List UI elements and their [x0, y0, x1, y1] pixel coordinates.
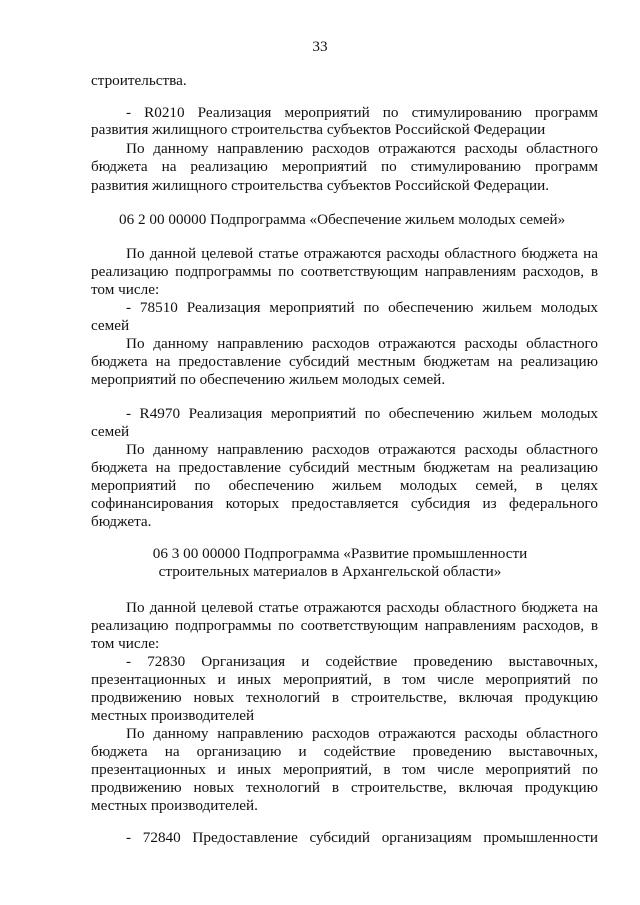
- text-line: строительства.: [91, 72, 187, 89]
- text-line: местных производителей.: [91, 797, 258, 814]
- text-line: развития жилищного строительства субъектов Российской Федерации: [91, 121, 546, 138]
- text-line: реализацию подпрограммы по соответствующим направлениям расходов, в: [91, 617, 598, 634]
- item-heading-72830: - 72830 Организация и содействие проведению выставочных,: [126, 653, 598, 670]
- text-line: развития жилищного строительства субъектов Российской Федерации.: [91, 177, 550, 194]
- subprogram-heading-06-3: 06 3 00 00000 Подпрограмма «Развитие промышленности: [152, 545, 528, 562]
- item-heading-r0210: - R0210 Реализация мероприятий по стимулированию программ: [126, 104, 598, 121]
- subprogram-heading-06-2: 06 2 00 00000 Подпрограмма «Обеспечение жильем молодых семей»: [119, 211, 566, 228]
- text-line: том числе:: [91, 635, 160, 652]
- text-line: софинансирования которых предоставляется субсидия из федерального: [91, 495, 598, 512]
- text-line: том числе:: [91, 281, 160, 298]
- text-line: презентационных и иных мероприятий, в том числе мероприятий по: [91, 671, 598, 688]
- text-line: продвижению новых технологий в строительстве, включая продукцию: [91, 779, 598, 796]
- text-line: По данному направлению расходов отражаются расходы областного: [126, 140, 598, 157]
- text-line: По данному направлению расходов отражаются расходы областного: [126, 441, 598, 458]
- text-line: бюджета на предоставление субсидий местным бюджетам на реализацию: [91, 353, 598, 370]
- text-line: бюджета.: [91, 513, 152, 530]
- text-line: бюджета на предоставление субсидий местным бюджетам на реализацию: [91, 459, 598, 476]
- text-line: мероприятий по обеспечению жильем молодых семей, в целях: [91, 477, 598, 494]
- text-line: бюджета на организацию и содействие проведению выставочных,: [91, 743, 598, 760]
- text-line: мероприятий по обеспечению жильем молодых семей.: [91, 371, 446, 388]
- text-line: реализацию подпрограммы по соответствующим направлениям расходов, в: [91, 263, 598, 280]
- text-line: По данному направлению расходов отражаются расходы областного: [126, 335, 598, 352]
- text-line: бюджета на реализацию мероприятий по стимулированию программ: [91, 158, 598, 175]
- text-line: По данному направлению расходов отражаются расходы областного: [126, 725, 598, 742]
- item-heading-72840: - 72840 Предоставление субсидий организациям промышленности: [126, 829, 598, 846]
- text-line: семей: [91, 423, 130, 440]
- item-heading-r4970: - R4970 Реализация мероприятий по обеспечению жильем молодых: [126, 405, 598, 422]
- subprogram-heading-06-3-cont: строительных материалов в Архангельской области»: [158, 563, 502, 580]
- text-line: презентационных и иных мероприятий, в том числе мероприятий по: [91, 761, 598, 778]
- text-line: семей: [91, 317, 130, 334]
- text-line: По данной целевой статье отражаются расходы областного бюджета на: [126, 245, 598, 262]
- text-line: продвижению новых технологий в строительстве, включая продукцию: [91, 689, 598, 706]
- item-heading-78510: - 78510 Реализация мероприятий по обеспечению жильем молодых: [126, 299, 598, 316]
- text-line: местных производителей: [91, 707, 255, 724]
- text-line: По данной целевой статье отражаются расходы областного бюджета на: [126, 599, 598, 616]
- page-number: 33: [312, 38, 328, 55]
